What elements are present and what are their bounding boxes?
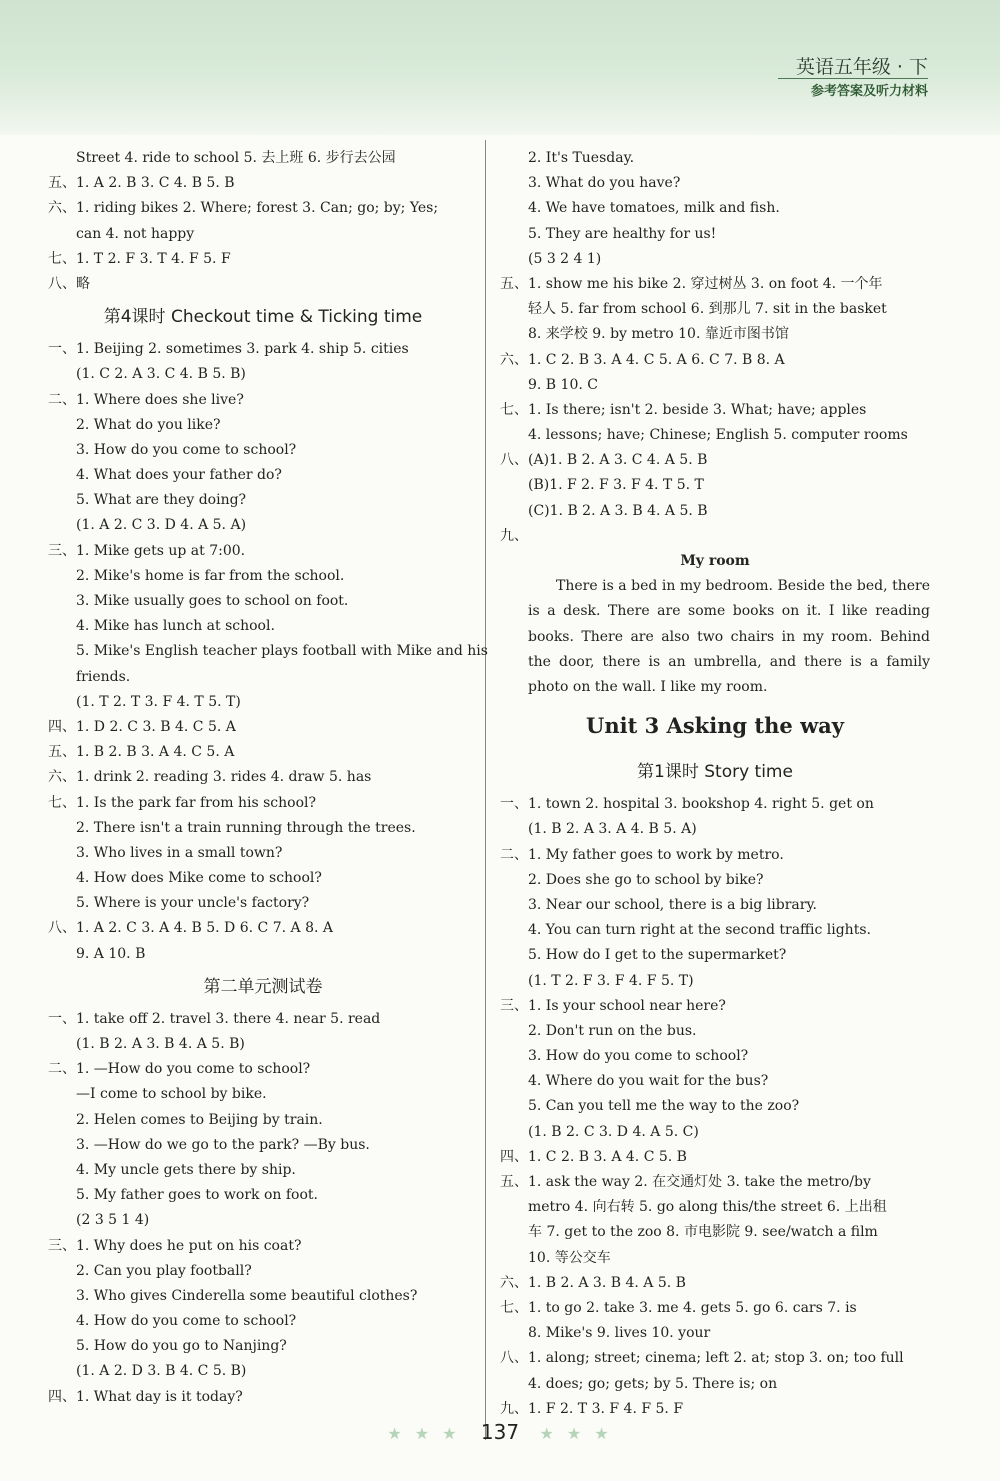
header-rule (778, 78, 928, 79)
answer-line: 九、 (500, 527, 528, 544)
footer-stars-left: ★ ★ ★ (387, 1424, 461, 1443)
answer-line: 4. Mike has lunch at school. (76, 618, 275, 635)
answer-line: 9. B 10. C (528, 376, 598, 393)
answer-line: 2. Can you play football? (76, 1262, 252, 1279)
answer-line: 一、1. Beijing 2. sometimes 3. park 4. ship 5. cities (48, 341, 409, 358)
answer-line: (1. B 2. A 3. B 4. A 5. B) (76, 1036, 245, 1052)
answer-line: (1. B 2. C 3. D 4. A 5. C) (528, 1123, 699, 1140)
unit-heading: Unit 3 Asking the way (586, 713, 844, 739)
answer-line: 4. does; go; gets; by 5. There is; on (528, 1375, 778, 1392)
answer-line: 9. A 10. B (76, 945, 146, 962)
essay-title: My room (680, 553, 750, 569)
answer-line: 3. Mike usually goes to school on foot. (76, 593, 349, 609)
answer-line: 8. Mike's 9. lives 10. your (528, 1325, 711, 1342)
answer-line: 2. Does she go to school by bike? (528, 871, 764, 888)
answer-line: (C)1. B 2. A 3. B 4. A 5. B (528, 502, 708, 519)
answer-line: 七、1. to go 2. take 3. me 4. gets 5. go 6. cars 7. is (500, 1299, 857, 1316)
answer-line: 七、1. Is there; isn't 2. beside 3. What; have; apples (500, 401, 867, 418)
answer-line: 4. What does your father do? (76, 467, 282, 484)
answer-line: 2. It's Tuesday. (528, 150, 635, 166)
page-number: 137 (480, 1420, 520, 1444)
answer-line: 三、1. Mike gets up at 7:00. (48, 542, 246, 559)
answer-line: 3. —How do we go to the park? —By bus. (76, 1136, 370, 1153)
answer-line: 5. How do I get to the supermarket? (528, 947, 787, 964)
answer-line: 六、1. riding bikes 2. Where; forest 3. Can; go; by; Yes; (48, 200, 439, 217)
answer-line: 5. Can you tell me the way to the zoo? (528, 1098, 800, 1115)
answer-line: (B)1. F 2. F 3. F 4. T 5. T (528, 477, 704, 494)
answer-line: 3. How do you come to school? (76, 441, 297, 458)
answer-line: 4. lessons; have; Chinese; English 5. computer rooms (528, 427, 908, 444)
section-heading: 第1课时 Story time (637, 762, 793, 783)
answer-line: 一、1. town 2. hospital 3. bookshop 4. right 5. get on (500, 796, 874, 813)
answer-line: 4. How does Mike come to school? (76, 870, 322, 887)
answer-line: 5. They are healthy for us! (528, 225, 717, 242)
answer-line: 5. What are they doing? (76, 492, 247, 509)
answer-line: (1. C 2. A 3. C 4. B 5. B) (76, 366, 246, 383)
answer-line: (1. T 2. T 3. F 4. T 5. T) (76, 693, 241, 710)
answer-line: 5. How do you go to Nanjing? (76, 1338, 287, 1355)
answer-line: friends. (76, 668, 131, 685)
answer-line: 四、1. What day is it today? (48, 1388, 243, 1405)
footer-stars-right: ★ ★ ★ (539, 1424, 613, 1443)
answer-line: 3. How do you come to school? (528, 1048, 749, 1065)
answer-line: 二、1. My father goes to work by metro. (500, 846, 784, 863)
answer-line: 2. There isn't a train running through the trees. (76, 819, 416, 836)
page-footer (0, 1420, 1000, 1450)
column-divider (485, 140, 486, 1440)
answer-line: 5. My father goes to work on foot. (76, 1187, 318, 1204)
answer-line: 八、1. A 2. C 3. A 4. B 5. D 6. C 7. A 8. A (48, 920, 333, 937)
answer-line: 四、1. C 2. B 3. A 4. C 5. B (500, 1148, 687, 1165)
answer-line: 八、略 (48, 275, 90, 292)
page-header (0, 0, 1000, 135)
answer-line: 五、1. A 2. B 3. C 4. B 5. B (48, 175, 235, 192)
answer-line: (5 3 2 4 1) (528, 250, 602, 267)
left-column (48, 146, 488, 1410)
answer-line: (2 3 5 1 4) (76, 1212, 150, 1229)
answer-line: 2. Mike's home is far from the school. (76, 567, 345, 584)
answer-line: 3. Who gives Cinderella some beautiful clothes? (76, 1287, 418, 1304)
answer-line: 4. You can turn right at the second traffic lights. (528, 922, 871, 939)
answer-line: 4. Where do you wait for the bus? (528, 1073, 769, 1090)
answer-line: 一、1. take off 2. travel 3. there 4. near 5. read (48, 1010, 381, 1027)
answer-line: (1. A 2. C 3. D 4. A 5. A) (76, 517, 247, 534)
answer-line: 三、1. Why does he put on his coat? (48, 1237, 302, 1254)
answer-line: 八、1. along; street; cinema; left 2. at; stop 3. on; too full (500, 1350, 904, 1367)
answer-line: 八、(A)1. B 2. A 3. C 4. A 5. B (500, 452, 708, 469)
answer-line: 4. We have tomatoes, milk and fish. (528, 200, 780, 217)
answer-line: 4. My uncle gets there by ship. (76, 1161, 296, 1178)
section-heading: 第4课时 Checkout time & Ticking time (103, 307, 423, 328)
answer-line: (1. T 2. F 3. F 4. F 5. T) (528, 972, 694, 989)
answer-line: —I come to school by bike. (76, 1086, 267, 1103)
answer-line: 三、1. Is your school near here? (500, 997, 726, 1014)
answer-line: 2. Helen comes to Beijing by train. (76, 1111, 323, 1128)
answer-line: 七、1. Is the park far from his school? (48, 794, 316, 811)
answer-line: 10. 等公交车 (528, 1249, 611, 1266)
answer-line: 六、1. C 2. B 3. A 4. C 5. A 6. C 7. B 8. A (500, 351, 785, 368)
answer-line: 4. How do you come to school? (76, 1313, 297, 1330)
answer-line: 二、1. Where does she live? (48, 391, 244, 408)
section-heading: 第二单元测试卷 (203, 976, 323, 997)
answer-line: 六、1. drink 2. reading 3. rides 4. draw 5. has (48, 769, 372, 786)
answer-line: 3. Who lives in a small town? (76, 844, 283, 861)
answer-line: 轻人 5. far from school 6. 到那儿 7. sit in the basket (528, 301, 887, 318)
book-title: 英语五年级 · 下 (795, 56, 928, 78)
answer-line: 2. Don't run on the bus. (528, 1022, 697, 1039)
right-column (500, 146, 930, 1422)
book-subtitle: 参考答案及听力材料 (810, 84, 928, 99)
essay-paragraph: There is a bed in my bedroom. Beside the bed, there is a desk. There are some books on it. I like reading books. There are also two chairs in my room. Behind the door, there is an umbrella, and there is a family photo on the wall. I like my room. (528, 578, 930, 695)
answer-line: can 4. not happy (76, 225, 195, 242)
answer-line: Street 4. ride to school 5. 去上班 6. 步行去公园 (76, 150, 396, 166)
answer-line: 车 7. get to the zoo 8. 市电影院 9. see/watch a film (528, 1224, 878, 1241)
answer-line: 五、1. B 2. B 3. A 4. C 5. A (48, 744, 235, 761)
answer-line: (1. A 2. D 3. B 4. C 5. B) (76, 1363, 247, 1380)
answer-line: 2. What do you like? (76, 416, 221, 433)
answer-line: 五、1. ask the way 2. 在交通灯处 3. take the metro/by (500, 1174, 871, 1191)
answer-line: 六、1. B 2. A 3. B 4. A 5. B (500, 1274, 686, 1291)
answer-line: 七、1. T 2. F 3. T 4. F 5. F (48, 250, 231, 267)
answer-line: metro 4. 向右转 5. go along this/the street 6. 上出租 (528, 1199, 887, 1216)
answer-line: 3. Near our school, there is a big library. (528, 896, 817, 913)
answer-line: (1. B 2. A 3. A 4. B 5. A) (528, 821, 697, 838)
answer-line: 四、1. D 2. C 3. B 4. C 5. A (48, 718, 236, 735)
answer-line: 8. 来学校 9. by metro 10. 靠近市图书馆 (528, 326, 789, 343)
answer-line: 5. Mike's English teacher plays football with Mike and his (76, 643, 488, 660)
answer-line: 五、1. show me his bike 2. 穿过树丛 3. on foot 4. 一个年 (500, 275, 883, 292)
answer-line: 二、1. —How do you come to school? (48, 1061, 311, 1078)
answer-line: 5. Where is your uncle's factory? (76, 895, 310, 912)
answer-line: 九、1. F 2. T 3. F 4. F 5. F (500, 1400, 684, 1417)
answer-line: 3. What do you have? (528, 175, 681, 192)
